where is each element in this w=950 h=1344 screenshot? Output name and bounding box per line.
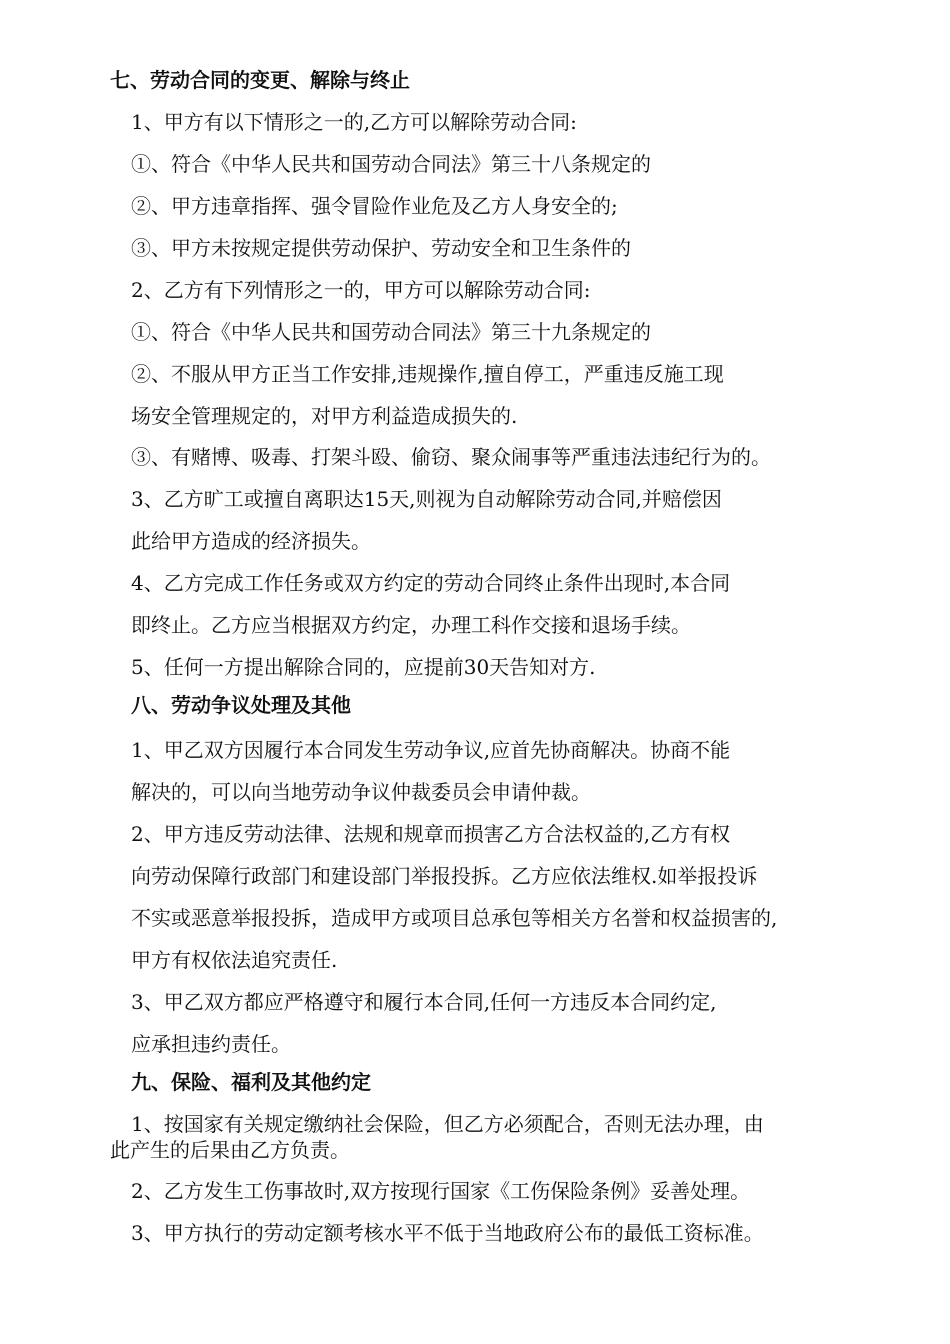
section-8-line: 不实或恶意举报投拆，造成甲方或项目总承包等相关方名誉和权益损害的, [131,906,778,930]
section-7-heading: 七、劳动合同的变更、解除与终止 [110,68,410,92]
section-8-line: 解决的，可以向当地劳动争议仲裁委员会申请仲裁。 [131,780,591,804]
section-9-line: 3、甲方执行的劳动定额考核水平不低于当地政府公布的最低工资标准。 [131,1221,764,1245]
section-9-line: 此产生的后果由乙方负责。 [110,1138,350,1162]
section-7-line: ②、不服从甲方正当工作安排,违规操作,擅自停工，严重违反施工现 [131,362,724,386]
section-8-heading: 八、劳动争议处理及其他 [131,693,351,717]
section-7-line: 即终止。乙方应当根据双方约定，办理工科作交接和退场手续。 [131,613,691,637]
section-7-line: 1、甲方有以下情形之一的,乙方可以解除劳动合同: [131,110,577,134]
section-7-line: 3、乙方旷工或擅自离职达15天,则视为自动解除劳动合同,并赔偿因 [131,487,722,511]
section-8-line: 向劳动保障行政部门和建设部门举报投拆。乙方应依法维权.如举报投诉 [131,864,758,888]
section-7-line: 5、任何一方提出解除合同的，应提前30天告知对方. [131,655,596,679]
section-9-line: 2、乙方发生工伤事故时,双方按现行国家《工伤保险条例》妥善处理。 [131,1179,751,1203]
section-8-line: 1、甲乙双方因履行本合同发生劳动争议,应首先协商解决。协商不能 [131,738,731,762]
section-9-heading: 九、保险、福利及其他约定 [131,1070,371,1094]
section-7-line: 此给甲方造成的经济损失。 [131,529,371,553]
section-8-line: 甲方有权依法追究责任. [131,948,338,972]
section-7-line: ③、有赌博、吸毒、打架斗殴、偷窃、聚众闹事等严重违法违纪行为的。 [131,445,771,469]
section-7-line: ①、符合《中华人民共和国劳动合同法》第三十九条规定的 [131,320,651,344]
section-7-line: 场安全管理规定的，对甲方利益造成损失的. [131,404,518,428]
section-8-line: 应承担违约责任。 [131,1032,291,1056]
section-9-line: 1、按国家有关规定缴纳社会保险，但乙方必须配合，否则无法办理，由 [131,1112,764,1136]
section-7-line: ③、甲方未按规定提供劳动保护、劳动安全和卫生条件的 [131,236,631,260]
section-8-line: 2、甲方违反劳动法律、法规和规章而损害乙方合法权益的,乙方有权 [131,822,731,846]
section-7-line: 2、乙方有下列情形之一的，甲方可以解除劳动合同: [131,278,591,302]
section-7-line: ①、符合《中华人民共和国劳动合同法》第三十八条规定的 [131,152,651,176]
section-7-line: ②、甲方违章指挥、强令冒险作业危及乙方人身安全的; [131,194,618,218]
section-8-line: 3、甲乙双方都应严格遵守和履行本合同,任何一方违反本合同约定, [131,990,717,1014]
section-7-line: 4、乙方完成工作任务或双方约定的劳动合同终止条件出现时,本合同 [131,571,731,595]
